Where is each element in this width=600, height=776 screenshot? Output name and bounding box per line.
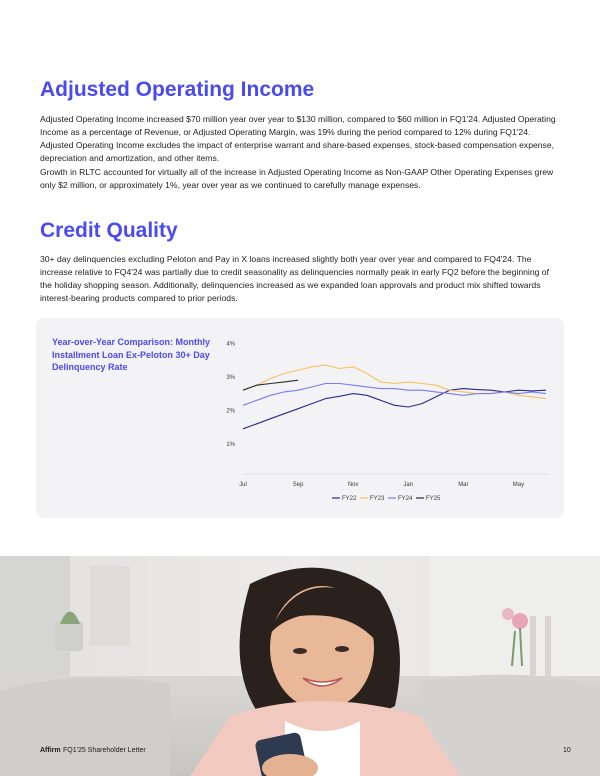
adjusted-paragraph-1: Adjusted Operating Income increased $70 million year over year to $130 million, compared to $60 million in FQ1'24. Adjusted Operating Income as a percentage of Revenue, or Adjusted Operating Margin, was 19% during the period compared to 12% during FQ1'24. Adjusted Operating Income excludes the impact of enterprise warrant and share-based expenses, stock-based compensation expense, depreciation and amortization, and other items. — [40, 114, 556, 163]
series-line-fy24 — [243, 384, 546, 406]
y-tick-label: 4% — [226, 341, 235, 348]
series-line-fy22 — [243, 389, 546, 429]
delinquency-line-chart — [36, 318, 564, 518]
footer-page-number: 10 — [563, 747, 571, 754]
y-tick-label: 1% — [226, 441, 235, 448]
x-tick-label: Mar — [458, 482, 469, 488]
legend-label-fy24: FY24 — [398, 496, 413, 502]
footer-letter-title: FQ1'25 Shareholder Letter — [63, 747, 146, 754]
x-tick-label: Nov — [347, 482, 359, 488]
x-tick-label: Sep — [292, 482, 304, 488]
chart-card — [36, 318, 564, 518]
section-heading-adjusted-operating-income: Adjusted Operating Income — [40, 78, 315, 101]
x-tick-label: Jul — [239, 482, 247, 488]
legend-label-fy25: FY25 — [426, 496, 441, 502]
woman-with-phone-image — [0, 556, 600, 776]
footer-brand-logo: Affirm — [40, 747, 61, 754]
hero-photo — [0, 556, 600, 776]
y-tick-label: 2% — [226, 408, 235, 415]
x-tick-label: Jan — [403, 482, 414, 488]
y-tick-label: 3% — [226, 374, 235, 381]
chart-title: Year-over-Year Comparison: Monthly Installment Loan Ex-Peloton 30+ Day Delinquency Rate — [52, 337, 211, 373]
section-heading-credit-quality: Credit Quality — [40, 219, 178, 242]
credit-paragraph-1: 30+ day delinquencies excluding Peloton and Pay in X loans increased slightly both year over year and compared to FQ4'24. The increase relative to FQ4'24 was partially due to credit seasonality as delinquencies normally peak in early FQ2 before the beginning of the holiday shopping season. Additionally, delinquencies increased as we expanded loan approvals and product mix shifted towards interest-bearing products compared to prior periods. — [40, 254, 549, 303]
legend-label-fy23: FY23 — [370, 496, 385, 502]
x-tick-label: May — [512, 482, 525, 488]
adjusted-paragraph-2: Growth in RLTC accounted for virtually all of the increase in Adjusted Operating Income as Non-GAAP Other Operating Expenses grew only $2 million, or approximately 1%, year over year as we continued to carefully manage expenses. — [40, 167, 554, 190]
legend-label-fy22: FY22 — [342, 496, 357, 502]
series-line-fy25 — [243, 380, 298, 390]
